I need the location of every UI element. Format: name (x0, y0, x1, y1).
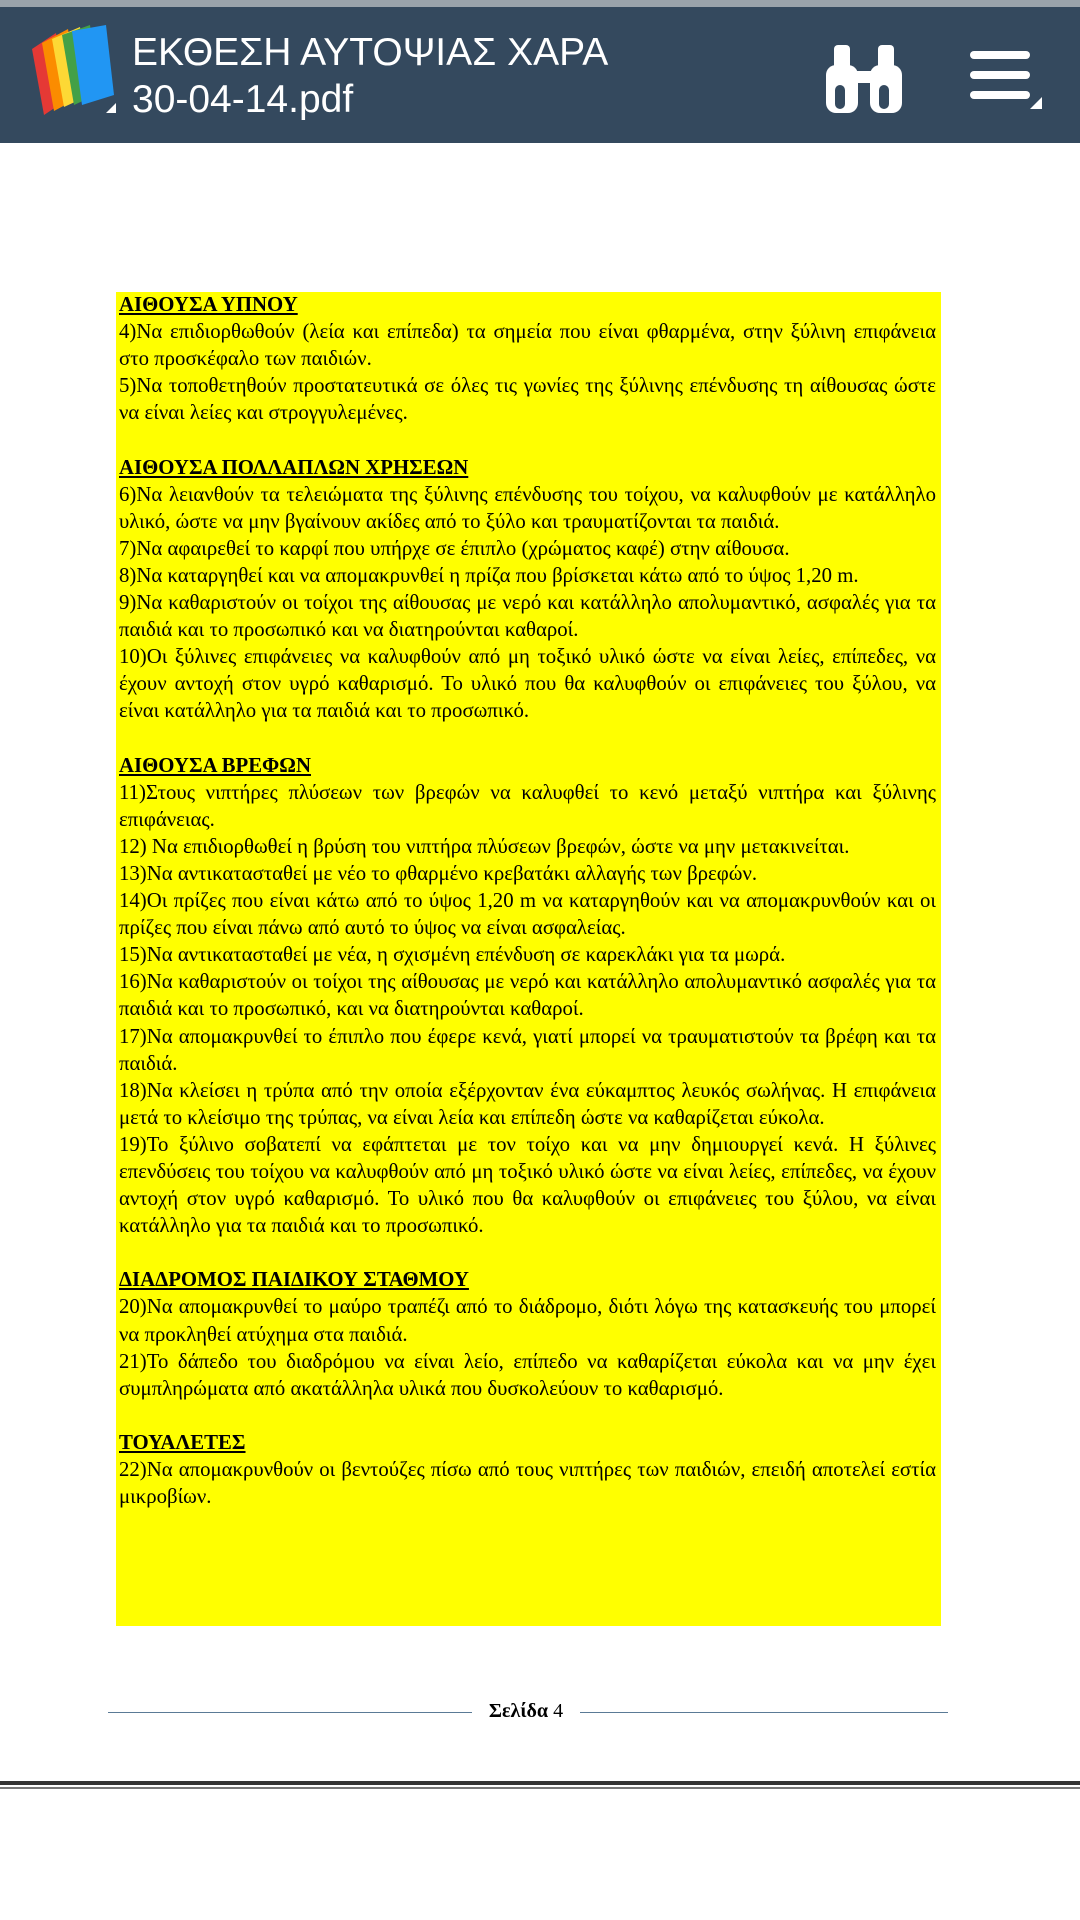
document-title (132, 29, 772, 123)
recommendation-item: 11)Στους νιπτήρες πλύσεων των βρεφών να καλυφθεί το κενό μεταξύ νιπτήρα και ξύλινης επιφάνειας. (119, 780, 936, 831)
recommendation-item: 9)Να καθαριστούν οι τοίχοι της αίθουσας με νερό και κατάλληλο απολυμαντικό, ασφαλές για τα παιδιά και το προσωπικό και να διατηρούνται καθαροί. (119, 591, 936, 642)
page-bottom-border (0, 1781, 1080, 1785)
search-button[interactable] (822, 35, 906, 119)
footer-rule-right (580, 1712, 948, 1713)
document-title-line1: ΕΚΘΕΣΗ ΑΥΤΟΨΙΑΣ ΧΑΡΑ (132, 31, 609, 74)
recommendation-item: 12) Να επιδιορθωθεί η βρύση του νιπτήρα πλύσεων βρεφών, ώστε να μην μετακινείται. (119, 834, 850, 858)
recommendation-item: 22)Να απομακρυνθούν οι βεντούζες πίσω από τους νιπτήρες των παιδιών, επειδή αποτελεί εστία μικροβίων. (119, 1458, 936, 1509)
recommendation-item: 14)Οι πρίζες που είναι κάτω από το ύψος 1,20 m να καταργηθούν και να απομακρυνθούν και οι πρίζες που είναι πάνω από αυτό το ύψος να είναι ασφαλείας. (119, 889, 936, 940)
hamburger-menu-icon (966, 37, 1046, 119)
section-spacer (119, 725, 936, 752)
recommendation-item: 15)Να αντικατασταθεί με νέα, η σχισμένη επένδυση σε καρεκλάκι για τα μωρά. (119, 943, 786, 967)
status-edge (0, 0, 1080, 7)
section-spacer (119, 1402, 936, 1429)
section-spacer (119, 1239, 936, 1266)
section-spacer (119, 426, 936, 453)
recommendation-item: 17)Να απομακρυνθεί το έπιπλο που έφερε κενά, γιατί μπορεί να τραυματιστούν τα βρέφη και τα παιδιά. (119, 1024, 936, 1075)
recommendation-item: 7)Να αφαιρεθεί το καρφί που υπήρχε σε έπιπλο (χρώματος καφέ) στην αίθουσα. (119, 536, 790, 560)
recommendation-item: 13)Να αντικατασταθεί με νέο το φθαρμένο κρεβατάκι αλλαγής των βρεφών. (119, 861, 758, 885)
document-content (119, 291, 936, 1510)
document-title-line2: 30-04-14.pdf (132, 78, 354, 121)
page-number: 4 (553, 1700, 564, 1722)
page-footer-label: Σελίδα (488, 1700, 549, 1722)
binoculars-icon (822, 35, 906, 119)
section-heading: ΔΙΑΔΡΟΜΟΣ ΠΑΙΔΙΚΟΥ ΣΤΑΘΜΟΥ (119, 1268, 469, 1292)
polaris-office-logo-icon[interactable] (10, 21, 122, 125)
recommendation-item: 18)Να κλείσει η τρύπα από την οποία εξέρχονταν ένα εύκαμπτος λευκός σωλήνας. Η επιφάνεια μετά το κλείσιμο της τρύπας, να είναι λεία και επίπεδη ώστε να καθαρίζεται εύκολα. (119, 1078, 936, 1129)
app-toolbar (0, 7, 1080, 143)
section-heading: ΤΟΥΑΛΕΤΕΣ (119, 1430, 246, 1454)
recommendation-item: 6)Να λειανθούν τα τελειώματα της ξύλινης επένδυσης του τοίχου, να καλυφθούν με κατάλληλο υλικό, ώστε να μην βγαίνουν ακίδες από το ξύλο και τραυματίζονται τα παιδιά. (119, 482, 936, 533)
recommendation-item: 8)Να καταργηθεί και να απομακρυνθεί η πρίζα που βρίσκεται κάτω από το ύψος 1,20 m. (119, 563, 859, 587)
page-footer (472, 1700, 580, 1723)
recommendation-item: 4)Να επιδιορθωθούν (λεία και επίπεδα) τα σημεία που είναι φθαρμένα, στην ξύλινη επιφάνεια στο προσκέφαλο των παιδιών. (119, 320, 936, 371)
section-heading: ΑΙΘΟΥΣΑ ΠΟΛΛΑΠΛΩΝ ΧΡΗΣΕΩΝ (119, 455, 469, 479)
footer-rule-left (108, 1712, 472, 1713)
recommendation-item: 5)Να τοποθετηθούν προστατευτικά σε όλες τις γωνίες της ξύλινης επένδυσης τη αίθουσας ώστε να είναι λείες και στρογγυλεμένες. (119, 374, 936, 425)
page-bottom-border-shadow (0, 1787, 1080, 1789)
section-heading: ΑΙΘΟΥΣΑ ΒΡΕΦΩΝ (119, 753, 311, 777)
section-heading: ΑΙΘΟΥΣΑ ΥΠΝΟΥ (119, 293, 298, 316)
recommendation-item: 21)Το δάπεδο του διαδρόμου να είναι λείο, επίπεδο να καθαρίζεται εύκολα και να μην έχει συμπληρώματα από ακατάλληλα υλικά που δυσκολεύουν το καθαρισμό. (119, 1349, 936, 1400)
recommendation-item: 19)Το ξύλινο σοβατεπί να εφάπτεται με τον τοίχο και να μην δημιουργεί κενά. Η ξύλινες επενδύσεις του τοίχου να καλυφθούν από μη τοξικό υλικό ώστε να είναι λείες, επίπεδες, να έχουν αντοχή στον υγρό καθαρισμό. Το υλικό που θα καλυφθούν οι επιφάνειες του ξύλου, να είναι κατάλληλο για τα παιδιά και το προσωπικό. (119, 1132, 936, 1238)
menu-button[interactable] (966, 37, 1046, 119)
recommendation-item: 16)Να καθαριστούν οι τοίχοι της αίθουσας με νερό και κατάλληλο απολυμαντικό ασφαλές για τα παιδιά και το προσωπικό, και να διατηρούνται καθαροί. (119, 970, 936, 1021)
recommendation-item: 20)Να απομακρυνθεί το μαύρο τραπέζι από το διάδρομο, διότι λόγω της κατασκευής του μπορεί να προκληθεί ατύχημα στα παιδιά. (119, 1295, 936, 1346)
recommendation-item: 10)Οι ξύλινες επιφάνειες να καλυφθούν από μη τοξικό υλικό ώστε να είναι λείες, επίπεδες, να έχουν αντοχή στον υγρό καθαρισμό. Το υλικό που θα καλυφθούν οι επιφάνειες του ξύλου, να είναι κατάλληλο για τα παιδιά και το προσωπικό. (119, 645, 936, 723)
